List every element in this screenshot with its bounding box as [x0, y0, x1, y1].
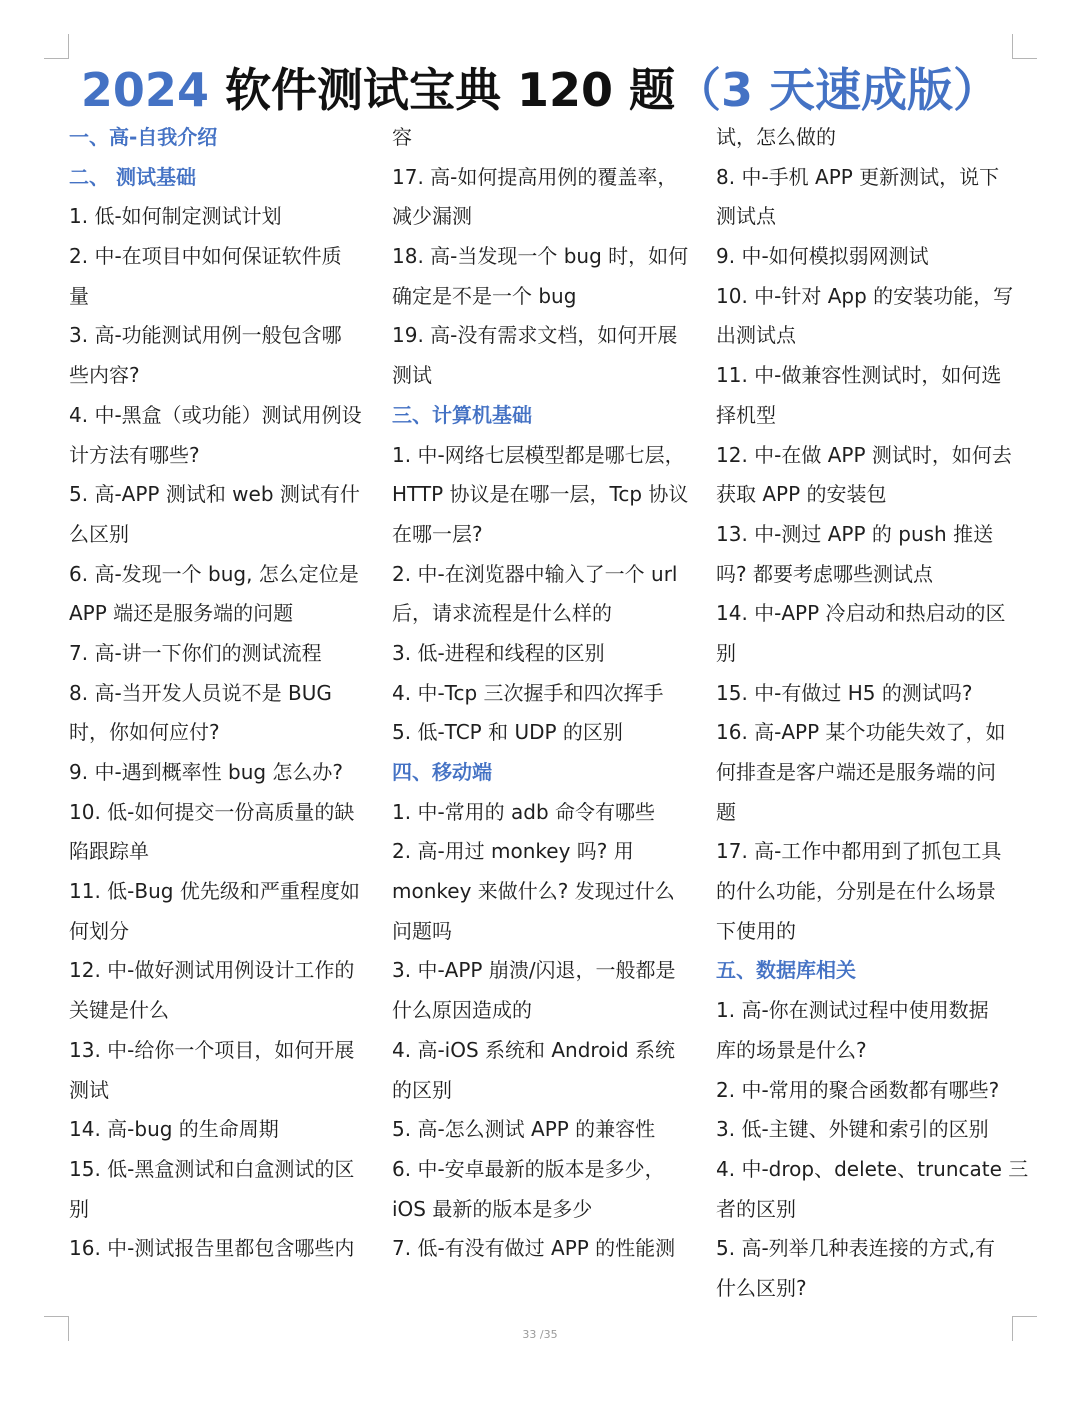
question-line: 14. 高-bug 的生命周期 [69, 1117, 279, 1142]
question-line: 16. 中-测试报告里都包含哪些内 [69, 1236, 355, 1261]
question-line: 测试 [392, 363, 432, 388]
section-heading: 三、计算机基础 [392, 402, 532, 427]
question-line: 19. 高-没有需求文档，如何开展 [392, 323, 678, 348]
question-line: 问题吗 [392, 918, 452, 943]
question-line: 5. 高-APP 测试和 web 测试有什 [69, 482, 360, 507]
question-line: 4. 中-黑盒（或功能）测试用例设 [69, 402, 362, 427]
question-line: 13. 中-给你一个项目，如何开展 [69, 1037, 355, 1062]
question-line: 别 [69, 1196, 89, 1221]
question-line: 7. 低-有没有做过 APP 的性能测 [392, 1236, 676, 1261]
question-line: 2. 中-常用的聚合函数都有哪些? [716, 1077, 1000, 1102]
question-line: 何划分 [69, 918, 129, 943]
question-line: 15. 低-黑盒测试和白盒测试的区 [69, 1156, 355, 1181]
crop-mark-top-right [1012, 34, 1037, 59]
question-line: 些内容? [69, 363, 140, 388]
question-line: 15. 中-有做过 H5 的测试吗? [716, 680, 973, 705]
question-line: 容 [392, 125, 412, 149]
question-line: 17. 高-工作中都用到了抓包工具 [716, 839, 1002, 864]
question-line: 5. 高-怎么测试 APP 的兼容性 [392, 1117, 656, 1142]
question-line: 关键是什么 [69, 998, 169, 1023]
question-line: 2. 中-在浏览器中输入了一个 url [392, 561, 678, 586]
question-line: 12. 中-做好测试用例设计工作的 [69, 958, 355, 983]
question-line: 12. 中-在做 APP 测试时，如何去 [716, 442, 1012, 467]
title-main: 软件测试宝典 120 题 [208, 63, 676, 117]
question-line: 的什么功能，分别是在什么场景 [716, 879, 996, 904]
text-column-3 [716, 118, 1029, 1309]
question-line: 测试点 [716, 204, 776, 229]
question-line: 别 [716, 640, 736, 665]
question-line: 减少漏测 [392, 204, 472, 229]
question-line: 试，怎么做的 [716, 125, 836, 149]
question-line: 11. 中-做兼容性测试时，如何选 [716, 363, 1002, 388]
question-line: 13. 中-测过 APP 的 push 推送 [716, 521, 994, 546]
question-line: 何排查是客户端还是服务端的问 [716, 760, 996, 784]
crop-mark-top-left [44, 34, 69, 59]
text-column-2 [392, 118, 692, 1269]
question-line: 9. 中-如何模拟弱网测试 [716, 244, 929, 269]
question-line: 10. 低-如何提交一份高质量的缺 [69, 799, 355, 824]
question-line: 确定是不是一个 bug [392, 283, 577, 308]
question-line: 的区别 [392, 1077, 452, 1102]
section-heading: 五、数据库相关 [716, 958, 856, 983]
question-line: 14. 中-APP 冷启动和热启动的区 [716, 601, 1006, 626]
question-line: 16. 高-APP 某个功能失效了，如 [716, 720, 1006, 745]
question-line: 计方法有哪些? [69, 442, 200, 467]
question-line: 题 [716, 799, 736, 824]
question-line: 么区别 [69, 521, 129, 546]
question-line: 2. 高-用过 monkey 吗? 用 [392, 839, 634, 864]
question-line: 6. 高-发现一个 bug, 怎么定位是 [69, 561, 359, 586]
question-line: 下使用的 [716, 918, 796, 943]
question-line: 测试 [69, 1077, 109, 1102]
question-line: 5. 高-列举几种表连接的方式,有 [716, 1236, 996, 1261]
question-line: 8. 高-当开发人员说不是 BUG [69, 680, 332, 705]
question-line: 10. 中-针对 App 的安装功能，写 [716, 283, 1014, 308]
question-line: 5. 低-TCP 和 UDP 的区别 [392, 720, 623, 745]
question-line: 出测试点 [716, 323, 796, 348]
section-heading: 二、 测试基础 [69, 164, 196, 189]
question-line: 什么区别? [716, 1275, 807, 1300]
question-line: 11. 低-Bug 优先级和严重程度如 [69, 879, 360, 904]
question-line: 18. 高-当发现一个 bug 时，如何 [392, 244, 689, 269]
question-line: monkey 来做什么? 发现过什么 [392, 879, 675, 904]
question-line: 4. 高-iOS 系统和 Android 系统 [392, 1037, 676, 1062]
question-line: 8. 中-手机 APP 更新测试，说下 [716, 164, 1000, 189]
question-line: 4. 中-drop、delete、truncate 三 [716, 1156, 1029, 1181]
question-line: 7. 高-讲一下你们的测试流程 [69, 640, 322, 665]
question-line: 择机型 [716, 402, 776, 427]
section-heading: 一、高-自我介绍 [69, 125, 218, 149]
question-line: 6. 中-安卓最新的版本是多少， [392, 1156, 665, 1181]
question-line: 3. 低-主键、外键和索引的区别 [716, 1117, 989, 1142]
question-line: 者的区别 [716, 1196, 796, 1221]
question-line: 3. 低-进程和线程的区别 [392, 640, 605, 665]
question-line: 量 [69, 283, 89, 308]
question-line: 库的场景是什么? [716, 1037, 867, 1062]
question-line: 1. 中-常用的 adb 命令有哪些 [392, 799, 656, 824]
page-title [0, 60, 1080, 120]
question-line: 2. 中-在项目中如何保证软件质 [69, 244, 342, 269]
question-line: 后，请求流程是什么样的 [392, 601, 612, 626]
question-line: 吗? 都要考虑哪些测试点 [716, 561, 933, 586]
question-line: 4. 中-Tcp 三次握手和四次挥手 [392, 680, 664, 705]
question-line: 3. 高-功能测试用例一般包含哪 [69, 323, 342, 348]
title-year: 2024 [80, 63, 209, 117]
page-indicator: 33 /35 [522, 1328, 558, 1341]
question-line: 17. 高-如何提高用例的覆盖率， [392, 164, 678, 189]
question-line: 1. 低-如何制定测试计划 [69, 204, 282, 229]
question-line: APP 端还是服务端的问题 [69, 601, 294, 626]
question-line: 在哪一层? [392, 521, 483, 546]
question-line: 3. 中-APP 崩溃/闪退，一般都是 [392, 958, 676, 983]
question-line: iOS 最新的版本是多少 [392, 1196, 593, 1221]
question-line: 什么原因造成的 [392, 998, 532, 1023]
question-line: 1. 中-网络七层模型都是哪七层， [392, 442, 685, 467]
question-line: 时，你如何应付? [69, 720, 220, 745]
section-heading: 四、移动端 [392, 760, 492, 784]
text-column-1 [69, 118, 369, 1269]
question-line: HTTP 协议是在哪一层，Tcp 协议 [392, 482, 689, 507]
question-line: 1. 高-你在测试过程中使用数据 [716, 998, 989, 1023]
question-line: 9. 中-遇到概率性 bug 怎么办? [69, 760, 344, 784]
question-line: 获取 APP 的安装包 [716, 482, 887, 507]
title-suffix: （3 天速成版） [675, 63, 1000, 117]
question-line: 陷跟踪单 [69, 839, 149, 864]
